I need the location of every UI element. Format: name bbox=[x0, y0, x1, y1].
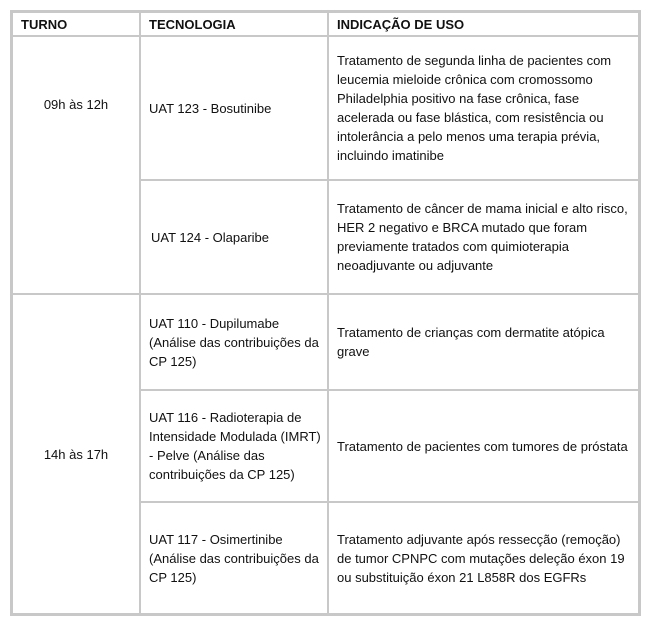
schedule-table bbox=[10, 10, 641, 616]
table-row bbox=[12, 294, 639, 390]
schedule-table-frame bbox=[10, 10, 637, 618]
header-indicacao: INDICAÇÃO DE USO bbox=[328, 12, 639, 36]
indicacao-cell: Tratamento de câncer de mama inicial e alto risco, HER 2 negativo e BRCA mutado que foram previamente tratados com quimioterapia neoadjuvante ou adjuvante bbox=[328, 180, 639, 294]
table-row bbox=[12, 36, 639, 180]
header-tecnologia: TECNOLOGIA bbox=[140, 12, 328, 36]
indicacao-cell: Tratamento adjuvante após ressecção (remoção) de tumor CPNPC com mutações deleção éxon 19 ou substituição éxon 21 L858R dos EGFRs bbox=[328, 502, 639, 614]
tecnologia-cell: UAT 117 - Osimertinibe (Análise das contribuições da CP 125) bbox=[140, 502, 328, 614]
header-turno: TURNO bbox=[12, 12, 140, 36]
turno-cell: 09h às 12h bbox=[12, 36, 140, 294]
tecnologia-cell: UAT 124 - Olaparibe bbox=[140, 180, 328, 294]
tecnologia-cell: UAT 123 - Bosutinibe bbox=[140, 36, 328, 180]
turno-cell: 14h às 17h bbox=[12, 294, 140, 614]
tecnologia-cell: UAT 116 - Radioterapia de Intensidade Modulada (IMRT) - Pelve (Análise das contribuições da CP 125) bbox=[140, 390, 328, 502]
indicacao-cell: Tratamento de pacientes com tumores de próstata bbox=[328, 390, 639, 502]
header-row bbox=[12, 12, 639, 36]
indicacao-cell: Tratamento de crianças com dermatite atópica grave bbox=[328, 294, 639, 390]
indicacao-cell: Tratamento de segunda linha de pacientes com leucemia mieloide crônica com cromossomo Philadelphia positivo na fase crônica, fase acelerada ou fase blástica, com resistência ou intolerância a pelo menos uma terapia prévia, incluindo imatinibe bbox=[328, 36, 639, 180]
tecnologia-cell: UAT 110 - Dupilumabe (Análise das contribuições da CP 125) bbox=[140, 294, 328, 390]
